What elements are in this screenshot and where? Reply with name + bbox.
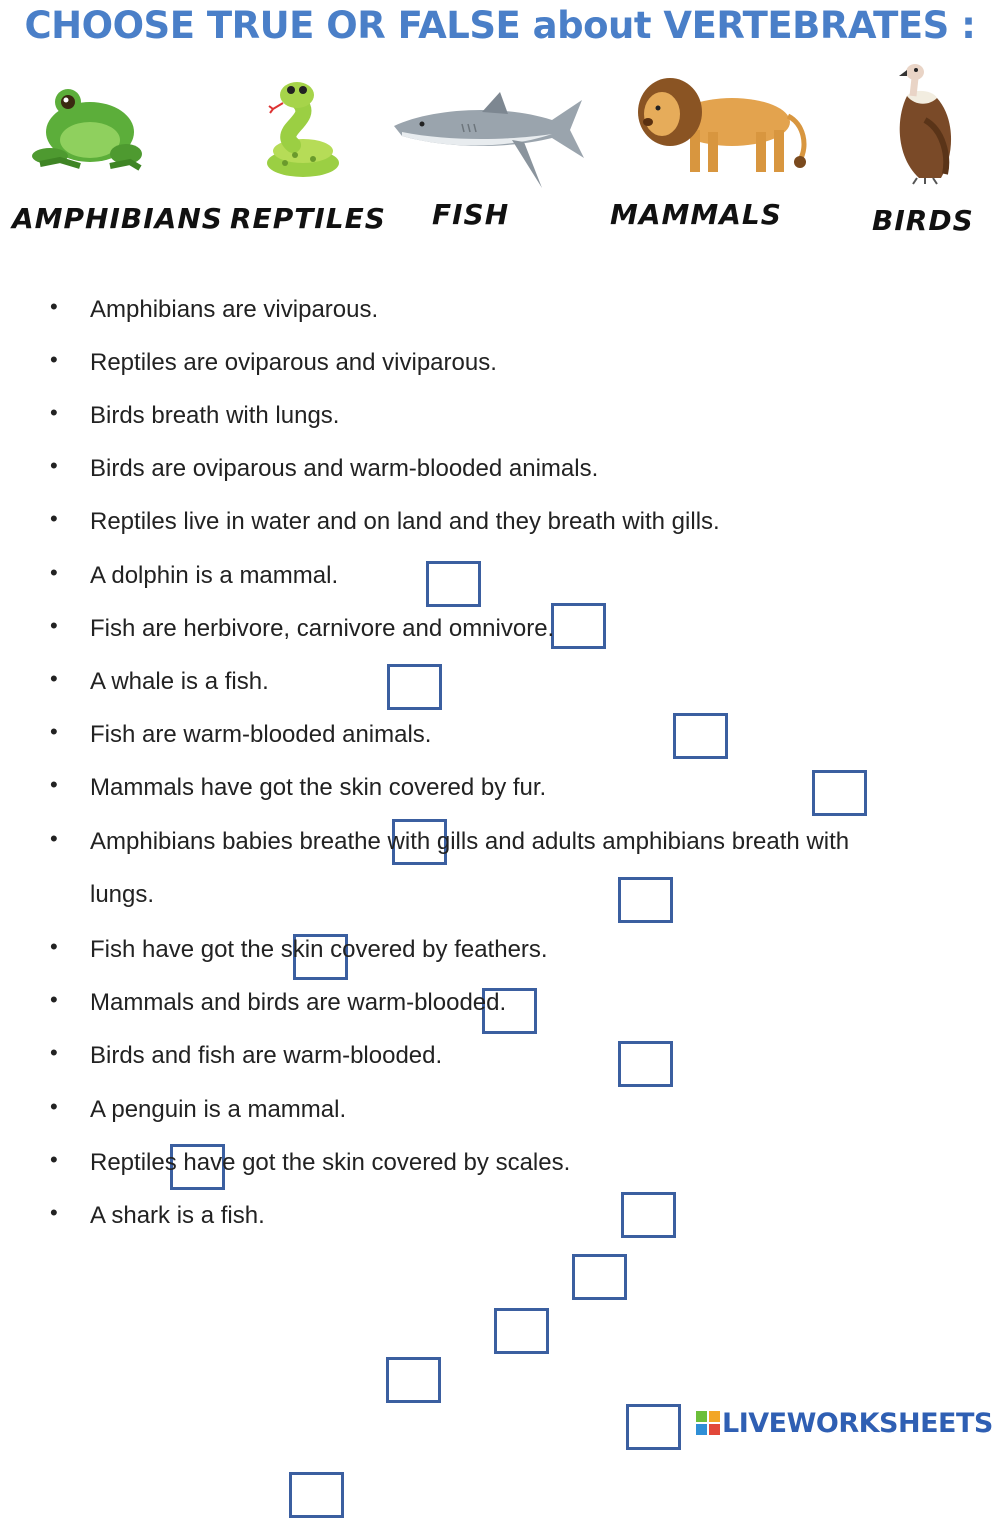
question-item	[0, 1088, 1000, 1128]
question-text: Amphibians babies breathe with gills and adults amphibians breath with	[90, 828, 850, 855]
answer-box-16[interactable]	[626, 1404, 681, 1450]
question-item	[0, 660, 1000, 700]
answer-box-13[interactable]	[572, 1254, 627, 1300]
bullet: •	[50, 1200, 58, 1225]
question-text: Mammals and birds are warm-blooded.	[90, 989, 507, 1016]
question-text: Mammals have got the skin covered by fur.	[90, 774, 547, 801]
bullet: •	[50, 934, 58, 959]
category-label-birds: BIRDS	[872, 204, 974, 237]
question-item	[0, 394, 1000, 434]
question-text: Reptiles live in water and on land and they breath with gills.	[90, 508, 720, 535]
question-text: Birds breath with lungs.	[90, 402, 340, 429]
question-item	[0, 607, 1000, 647]
bullet: •	[50, 347, 58, 372]
category-label-amphibians: AMPHIBIANS	[12, 202, 223, 235]
question-item	[0, 928, 1000, 968]
question-item	[0, 500, 1000, 540]
answer-box-15[interactable]	[386, 1357, 441, 1403]
question-text: A whale is a fish.	[90, 668, 269, 695]
question-text: A penguin is a mammal.	[90, 1096, 347, 1123]
question-item	[0, 288, 1000, 328]
brand-name: LIVEWORKSHEETS	[722, 1408, 993, 1439]
question-item	[0, 713, 1000, 753]
answer-box-17[interactable]	[289, 1472, 344, 1518]
bullet: •	[50, 613, 58, 638]
question-item	[0, 447, 1000, 487]
bullet: •	[50, 826, 58, 851]
question-text: Fish are herbivore, carnivore and omnivore.	[90, 615, 555, 642]
answer-box-14[interactable]	[494, 1308, 549, 1354]
question-item	[0, 1141, 1000, 1181]
lion-icon	[632, 74, 814, 176]
bullet: •	[50, 1040, 58, 1065]
frog-icon	[30, 82, 145, 174]
liveworksheets-logo-icon	[696, 1411, 720, 1435]
bullet: •	[50, 772, 58, 797]
question-item	[0, 1034, 1000, 1074]
question-text: A shark is a fish.	[90, 1202, 265, 1229]
vulture-icon	[885, 60, 960, 185]
bullet: •	[50, 294, 58, 319]
question-text-continued: lungs.	[90, 881, 155, 908]
bullet: •	[50, 400, 58, 425]
bullet: •	[50, 506, 58, 531]
question-item	[0, 341, 1000, 381]
category-label-mammals: MAMMALS	[610, 198, 782, 231]
question-item	[0, 981, 1000, 1021]
bullet: •	[50, 1094, 58, 1119]
worksheet-title: CHOOSE TRUE OR FALSE about VERTEBRATES :	[24, 4, 976, 47]
question-text: Fish have got the skin covered by feathers.	[90, 936, 548, 963]
question-text: Reptiles have got the skin covered by scales.	[90, 1149, 571, 1176]
shark-icon	[392, 90, 587, 198]
bullet: •	[50, 987, 58, 1012]
question-text: Fish are warm-blooded animals.	[90, 721, 432, 748]
question-item	[0, 554, 1000, 594]
bullet: •	[50, 719, 58, 744]
bullet: •	[50, 453, 58, 478]
category-label-reptiles: REPTILES	[230, 202, 386, 235]
question-item	[0, 1194, 1000, 1234]
question-text: A dolphin is a mammal.	[90, 562, 339, 589]
bullet: •	[50, 666, 58, 691]
question-text: Amphibians are viviparous.	[90, 296, 379, 323]
question-item	[0, 820, 1000, 915]
bullet: •	[50, 560, 58, 585]
snake-icon	[255, 75, 345, 180]
question-text: Reptiles are oviparous and viviparous.	[90, 349, 497, 376]
bullet: •	[50, 1147, 58, 1172]
question-text: Birds and fish are warm-blooded.	[90, 1042, 443, 1069]
question-text: Birds are oviparous and warm-blooded animals.	[90, 455, 599, 482]
question-item	[0, 766, 1000, 806]
category-label-fish: FISH	[432, 198, 510, 231]
